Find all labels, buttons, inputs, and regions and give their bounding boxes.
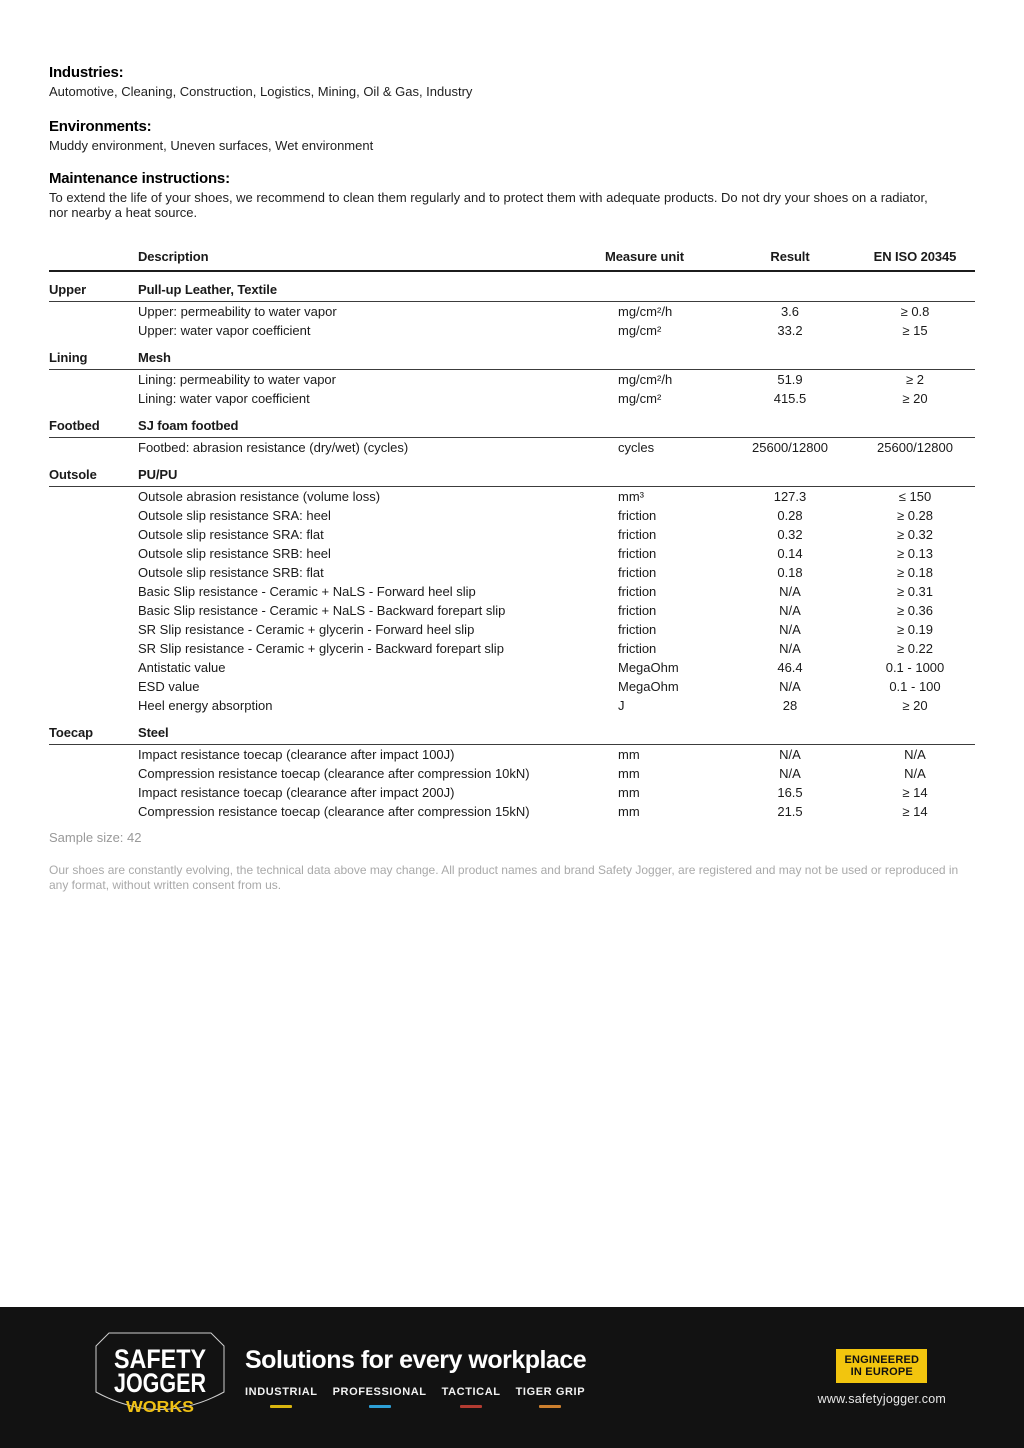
engineered-badge-line1: ENGINEERED — [844, 1354, 920, 1366]
row-description: SR Slip resistance - Ceramic + glycerin - Backward forepart slip — [138, 641, 504, 656]
table-row — [49, 544, 975, 563]
row-result: N/A — [779, 679, 801, 694]
table-section-header — [49, 715, 975, 745]
safety-jogger-logo — [95, 1332, 225, 1424]
logo-text-safety: SAFETY — [114, 1343, 206, 1374]
row-result: 33.2 — [777, 323, 803, 338]
row-en-iso: N/A — [904, 766, 926, 781]
table-row — [49, 370, 975, 389]
row-en-iso: 25600/12800 — [877, 440, 953, 455]
row-result: N/A — [779, 766, 801, 781]
row-description: SR Slip resistance - Ceramic + glycerin - Forward heel slip — [138, 622, 475, 637]
logo-badge-icon — [95, 1332, 225, 1424]
row-description: Outsole slip resistance SRA: flat — [138, 527, 324, 542]
row-measure-unit: MegaOhm — [618, 679, 679, 694]
row-measure-unit: friction — [618, 546, 657, 561]
category-underline — [539, 1405, 561, 1408]
row-result: N/A — [779, 584, 801, 599]
engineered-badge-line2: IN EUROPE — [850, 1366, 913, 1378]
row-description: Basic Slip resistance - Ceramic + NaLS - Forward heel slip — [138, 584, 476, 599]
header-result: Result — [770, 249, 810, 264]
row-result: N/A — [779, 747, 801, 762]
row-en-iso: ≥ 20 — [902, 698, 928, 713]
row-en-iso: N/A — [904, 747, 926, 762]
environments-text: Muddy environment, Uneven surfaces, Wet environment — [49, 138, 374, 153]
row-measure-unit: friction — [618, 641, 657, 656]
row-measure-unit: mg/cm² — [618, 391, 662, 406]
section-label: Outsole — [49, 467, 97, 482]
row-measure-unit: mm — [618, 766, 640, 781]
section-material: Steel — [138, 725, 169, 740]
table-row — [49, 783, 975, 802]
environments-heading: Environments: — [49, 118, 152, 135]
row-result: 0.14 — [777, 546, 803, 561]
row-en-iso: ≥ 2 — [906, 372, 924, 387]
section-label: Footbed — [49, 418, 100, 433]
spec-table-body — [49, 272, 975, 821]
category-label: INDUSTRIAL — [245, 1386, 318, 1398]
row-description: Upper: water vapor coefficient — [138, 323, 311, 338]
row-measure-unit: mg/cm²/h — [618, 372, 673, 387]
row-en-iso: ≥ 0.19 — [896, 622, 934, 637]
row-result: 46.4 — [777, 660, 803, 675]
category-label: TACTICAL — [441, 1386, 501, 1398]
table-row — [49, 745, 975, 764]
row-en-iso: ≥ 0.32 — [896, 527, 934, 542]
row-description: Basic Slip resistance - Ceramic + NaLS - Backward forepart slip — [138, 603, 506, 618]
row-en-iso: ≥ 0.18 — [896, 565, 934, 580]
table-section-header — [49, 408, 975, 438]
row-result: 21.5 — [777, 804, 803, 819]
table-section-header — [49, 340, 975, 370]
row-result: 0.28 — [777, 508, 803, 523]
row-result: 16.5 — [777, 785, 803, 800]
table-row — [49, 696, 975, 715]
row-description: Footbed: abrasion resistance (dry/wet) (cycles) — [138, 440, 409, 455]
row-en-iso: 0.1 - 1000 — [885, 660, 945, 675]
maintenance-text: To extend the life of your shoes, we recommend to clean them regularly and to protect them with adequate products. Do not dry your shoes on a radiator, nor nearby a heat source. — [49, 190, 928, 220]
header-description: Description — [138, 249, 209, 264]
category-underline — [270, 1405, 292, 1408]
category-item — [245, 1386, 318, 1408]
row-description: Antistatic value — [138, 660, 226, 675]
header-measure-unit: Measure unit — [605, 249, 684, 264]
section-label: Upper — [49, 282, 87, 297]
row-description: Upper: permeability to water vapor — [138, 304, 337, 319]
row-result: 3.6 — [780, 304, 800, 319]
row-measure-unit: mm — [618, 804, 640, 819]
category-underline — [369, 1405, 391, 1408]
row-measure-unit: J — [618, 698, 625, 713]
table-row — [49, 438, 975, 457]
category-label: TIGER GRIP — [515, 1386, 586, 1398]
table-row — [49, 639, 975, 658]
category-item — [516, 1386, 586, 1408]
table-row — [49, 389, 975, 408]
row-en-iso: ≥ 14 — [902, 804, 928, 819]
section-label: Toecap — [49, 725, 93, 740]
footer-tagline: Solutions for every workplace — [245, 1346, 587, 1374]
row-en-iso: ≥ 0.31 — [896, 584, 934, 599]
industries-heading: Industries: — [49, 64, 124, 81]
section-material: Mesh — [138, 350, 171, 365]
row-result: N/A — [779, 641, 801, 656]
row-en-iso: ≥ 0.13 — [896, 546, 934, 561]
row-measure-unit: mm — [618, 785, 640, 800]
row-measure-unit: mm³ — [618, 489, 644, 504]
row-description: Outsole slip resistance SRA: heel — [138, 508, 331, 523]
industries-text: Automotive, Cleaning, Construction, Logistics, Mining, Oil & Gas, Industry — [49, 84, 473, 99]
row-description: Outsole slip resistance SRB: flat — [138, 565, 324, 580]
table-row — [49, 620, 975, 639]
spec-table-header-row — [49, 246, 975, 272]
row-measure-unit: cycles — [618, 440, 655, 455]
table-row — [49, 677, 975, 696]
disclaimer-text: Our shoes are constantly evolving, the technical data above may change. All product names and brand Safety Jogger, are registered and may not be used or reproduced in any format, without written consent from us. — [49, 863, 959, 892]
row-measure-unit: friction — [618, 622, 657, 637]
table-section-header — [49, 272, 975, 302]
row-description: Compression resistance toecap (clearance after compression 15kN) — [138, 804, 530, 819]
header-section-spacer — [49, 249, 138, 264]
logo-text-works: WORKS — [126, 1398, 195, 1416]
row-en-iso: ≥ 0.22 — [896, 641, 934, 656]
row-description: Impact resistance toecap (clearance after impact 100J) — [138, 747, 455, 762]
row-en-iso: ≥ 14 — [902, 785, 928, 800]
row-measure-unit: friction — [618, 584, 657, 599]
table-row — [49, 658, 975, 677]
category-label: PROFESSIONAL — [332, 1386, 427, 1398]
row-result: 25600/12800 — [752, 440, 828, 455]
row-result: N/A — [779, 603, 801, 618]
maintenance-heading: Maintenance instructions: — [49, 170, 230, 187]
row-measure-unit: friction — [618, 508, 657, 523]
row-en-iso: 0.1 - 100 — [889, 679, 941, 694]
row-result: 51.9 — [777, 372, 803, 387]
row-measure-unit: mm — [618, 747, 640, 762]
table-row — [49, 563, 975, 582]
table-row — [49, 302, 975, 321]
row-measure-unit: friction — [618, 603, 657, 618]
footer-right-block — [818, 1349, 946, 1406]
row-en-iso: ≥ 20 — [902, 391, 928, 406]
row-description: Heel energy absorption — [138, 698, 273, 713]
row-description: ESD value — [138, 679, 200, 694]
spec-table — [49, 246, 975, 821]
website-link[interactable]: www.safetyjogger.com — [817, 1392, 946, 1406]
row-en-iso: ≤ 150 — [898, 489, 932, 504]
category-item — [333, 1386, 427, 1408]
table-row — [49, 601, 975, 620]
header-en-iso: EN ISO 20345 — [873, 249, 957, 264]
row-measure-unit: friction — [618, 565, 657, 580]
table-row — [49, 525, 975, 544]
table-row — [49, 487, 975, 506]
table-section-header — [49, 457, 975, 487]
row-result: N/A — [779, 622, 801, 637]
table-row — [49, 802, 975, 821]
logo-text-jogger: JOGGER — [114, 1367, 206, 1398]
row-en-iso: ≥ 0.28 — [896, 508, 934, 523]
row-result: 0.32 — [777, 527, 803, 542]
row-en-iso: ≥ 0.36 — [896, 603, 934, 618]
row-result: 415.5 — [773, 391, 807, 406]
row-description: Compression resistance toecap (clearance after compression 10kN) — [138, 766, 530, 781]
row-measure-unit: MegaOhm — [618, 660, 679, 675]
row-result: 127.3 — [773, 489, 807, 504]
row-en-iso: ≥ 0.8 — [900, 304, 930, 319]
row-measure-unit: friction — [618, 527, 657, 542]
row-measure-unit: mg/cm² — [618, 323, 662, 338]
section-material: PU/PU — [138, 467, 178, 482]
row-measure-unit: mg/cm²/h — [618, 304, 673, 319]
row-description: Lining: water vapor coefficient — [138, 391, 310, 406]
row-en-iso: ≥ 15 — [902, 323, 928, 338]
product-categories — [245, 1386, 586, 1408]
footer-middle-block — [245, 1347, 586, 1408]
category-item — [442, 1386, 501, 1408]
section-material: Pull-up Leather, Textile — [138, 282, 277, 297]
row-description: Impact resistance toecap (clearance after impact 200J) — [138, 785, 455, 800]
section-label: Lining — [49, 350, 88, 365]
row-description: Outsole abrasion resistance (volume loss) — [138, 489, 381, 504]
row-description: Lining: permeability to water vapor — [138, 372, 336, 387]
table-row — [49, 582, 975, 601]
sample-size-note: Sample size: 42 — [49, 830, 142, 845]
row-description: Outsole slip resistance SRB: heel — [138, 546, 331, 561]
table-row — [49, 506, 975, 525]
table-row — [49, 764, 975, 783]
table-row — [49, 321, 975, 340]
category-underline — [460, 1405, 482, 1408]
row-result: 28 — [782, 698, 798, 713]
engineered-in-europe-badge — [836, 1349, 927, 1383]
row-result: 0.18 — [777, 565, 803, 580]
section-material: SJ foam footbed — [138, 418, 239, 433]
brand-footer — [0, 1307, 1024, 1448]
